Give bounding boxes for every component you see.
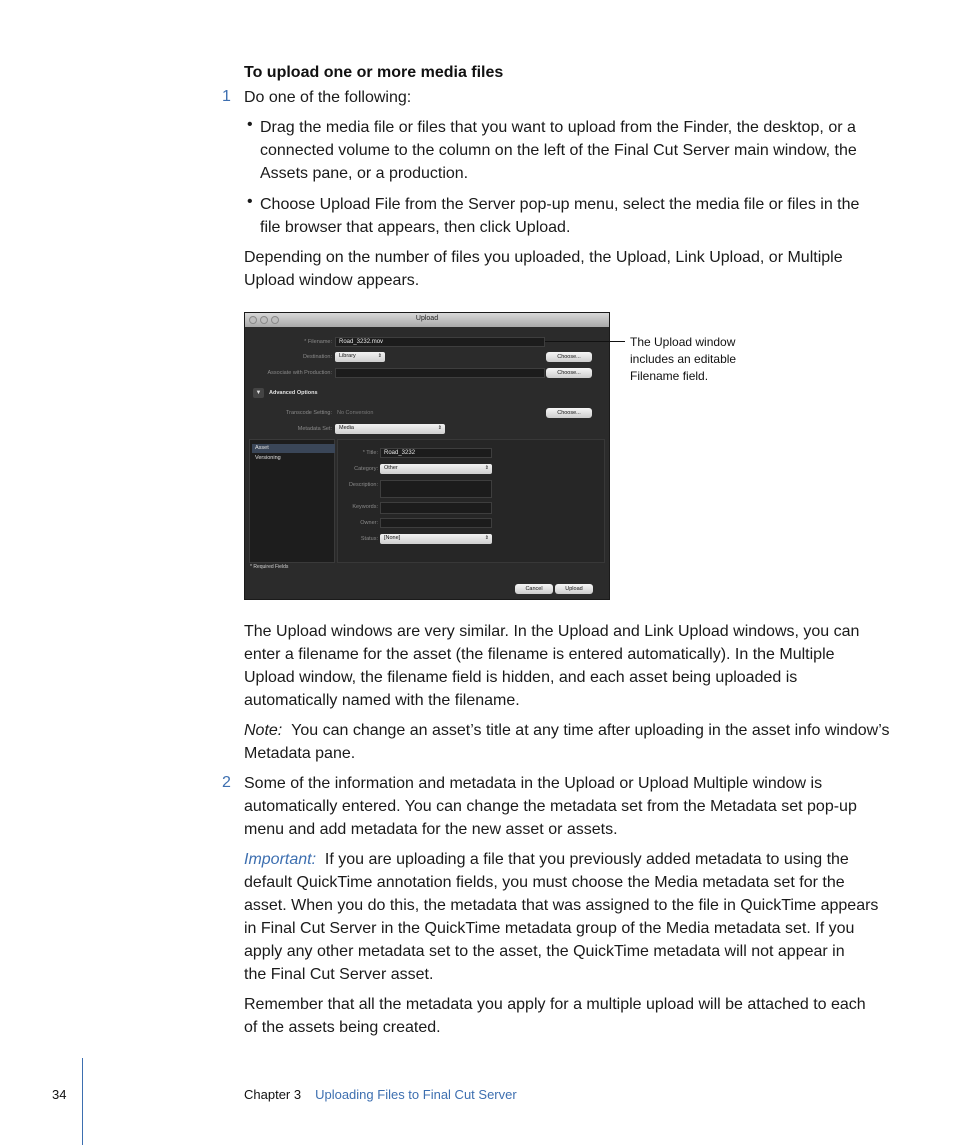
note-paragraph <box>244 719 889 765</box>
associate-label: Associate with Production: <box>267 370 332 376</box>
step-1-after <box>244 246 843 292</box>
paragraph-windows <box>244 620 859 712</box>
bullet-1 <box>260 116 857 185</box>
paragraph-line: Depending on the number of files you uploaded, the Upload, Link Upload, or Multiple <box>244 249 843 266</box>
destination-value: Library <box>339 353 356 359</box>
title-field[interactable]: Road_3232 <box>380 448 492 458</box>
owner-field[interactable] <box>380 518 492 528</box>
paragraph-line: Upload window, the filename field is hidden, and each asset being uploaded is <box>244 669 798 686</box>
important-line: apply any other metadata set to the asset, the QuickTime metadata will not appear in <box>244 943 845 960</box>
title-label: * Title: <box>362 450 378 456</box>
destination-choose-button[interactable]: Choose... <box>546 352 592 362</box>
upload-button[interactable]: Upload <box>555 584 593 594</box>
bullet-2-line: Choose Upload File from the Server pop-up menu, select the media file or files in the <box>260 196 860 213</box>
popup-arrows-icon: ⇕ <box>377 353 382 359</box>
bullet-icon: • <box>247 193 253 210</box>
paragraph-line: enter a filename for the asset (the filename is entered automatically). In the Multiple <box>244 646 835 663</box>
destination-label: Destination: <box>302 354 332 360</box>
paragraph-line: automatically entered. You can change the metadata set from the Metadata set pop-up <box>244 798 857 815</box>
bullet-1-line: Assets pane, or a production. <box>260 165 469 182</box>
destination-popup[interactable] <box>335 352 385 362</box>
callout-line <box>545 341 625 342</box>
metadata-set-label: Metadata Set: <box>297 426 332 432</box>
associate-field[interactable] <box>335 368 545 378</box>
paragraph-line: menu and add metadata for the new asset or assets. <box>244 821 618 838</box>
popup-arrows-icon: ⇕ <box>484 535 489 541</box>
paragraph-line: Some of the information and metadata in the Upload or Upload Multiple window is <box>244 775 823 792</box>
metadata-set-value: Media <box>339 425 354 431</box>
paragraph-line: The Upload windows are very similar. In the Upload and Link Upload windows, you can <box>244 623 860 640</box>
important-line: asset. When you do this, the metadata that was assigned to the file in QuickTime appears <box>244 897 879 914</box>
filename-label: * Filename: <box>304 339 332 345</box>
important-line: default QuickTime annotation fields, you must choose the Media metadata set for the <box>244 874 845 891</box>
owner-label: Owner: <box>360 520 378 526</box>
upload-window-screenshot <box>244 312 610 600</box>
required-fields-note: * Required Fields <box>250 564 289 570</box>
disclosure-triangle-icon[interactable]: ▼ <box>253 388 264 398</box>
transcode-label: Transcode Setting: <box>286 410 332 416</box>
status-label: Status: <box>360 536 378 542</box>
bullet-icon: • <box>247 116 253 133</box>
note-label: Note: <box>244 722 283 739</box>
bullet-1-line: connected volume to the column on the left of the Final Cut Server main window, the <box>260 142 857 159</box>
step-number-2: 2 <box>222 774 231 791</box>
important-line: the Final Cut Server asset. <box>244 966 434 983</box>
note-line: You can change an asset’s title at any time after uploading in the asset info window’s <box>291 722 890 739</box>
step-number-1: 1 <box>222 88 231 105</box>
paragraph-line: Upload window appears. <box>244 272 420 289</box>
page-number: 34 <box>52 1087 67 1102</box>
note-line: Metadata pane. <box>244 745 356 762</box>
important-paragraph <box>244 848 878 986</box>
metadata-detail-pane <box>337 439 605 563</box>
bullet-1-line: Drag the media file or files that you want to upload from the Finder, the desktop, or a <box>260 119 856 136</box>
popup-arrows-icon: ⇕ <box>437 425 442 431</box>
status-value: [None] <box>384 535 401 541</box>
important-line: in Final Cut Server in the QuickTime metadata group of the Media metadata set. If you <box>244 920 855 937</box>
transcode-value: No Conversion <box>337 410 374 416</box>
paragraph-line: of the assets being created. <box>244 1019 441 1036</box>
metadata-set-popup[interactable] <box>335 424 445 434</box>
description-field[interactable] <box>380 480 492 498</box>
step-1-text: Do one of the following: <box>244 89 412 106</box>
step-2-text <box>244 772 857 841</box>
callout-line-text: The Upload window <box>630 335 736 349</box>
status-popup[interactable] <box>380 534 492 544</box>
metadata-group-list[interactable] <box>249 439 335 563</box>
footer-rule <box>82 1058 83 1145</box>
advanced-options-label: Advanced Options <box>269 390 318 396</box>
keywords-field[interactable] <box>380 502 492 514</box>
section-heading: To upload one or more media files <box>244 64 504 81</box>
remember-paragraph <box>244 993 866 1039</box>
callout-line-text: Filename field. <box>630 369 709 383</box>
important-line: If you are uploading a file that you previously added metadata to using the <box>324 851 849 868</box>
popup-arrows-icon: ⇕ <box>484 465 489 471</box>
bullet-2-line: file browser that appears, then click Upload. <box>260 219 571 236</box>
category-label: Category: <box>354 466 378 472</box>
keywords-label: Keywords: <box>352 504 378 510</box>
cancel-button[interactable]: Cancel <box>515 584 553 594</box>
callout-text <box>630 334 770 385</box>
associate-choose-button[interactable]: Choose... <box>546 368 592 378</box>
important-label: Important: <box>244 851 317 868</box>
chapter-footer <box>244 1087 517 1102</box>
chapter-label: Chapter 3 <box>244 1087 302 1102</box>
chapter-title: Uploading Files to Final Cut Server <box>315 1087 517 1102</box>
transcode-choose-button[interactable]: Choose... <box>546 408 592 418</box>
category-popup[interactable] <box>380 464 492 474</box>
callout-line-text: includes an editable <box>630 352 737 366</box>
category-value: Other <box>384 465 398 471</box>
bullet-2 <box>260 193 859 239</box>
window-titlebar <box>245 313 609 327</box>
description-label: Description: <box>348 482 378 488</box>
list-item-versioning[interactable]: Versioning <box>255 455 281 461</box>
list-item-asset[interactable]: Asset <box>252 444 335 453</box>
paragraph-line: automatically named with the filename. <box>244 692 520 709</box>
filename-field[interactable]: Road_3232.mov <box>335 337 545 347</box>
paragraph-line: Remember that all the metadata you apply for a multiple upload will be attached to each <box>244 996 866 1013</box>
window-title: Upload <box>415 315 439 322</box>
